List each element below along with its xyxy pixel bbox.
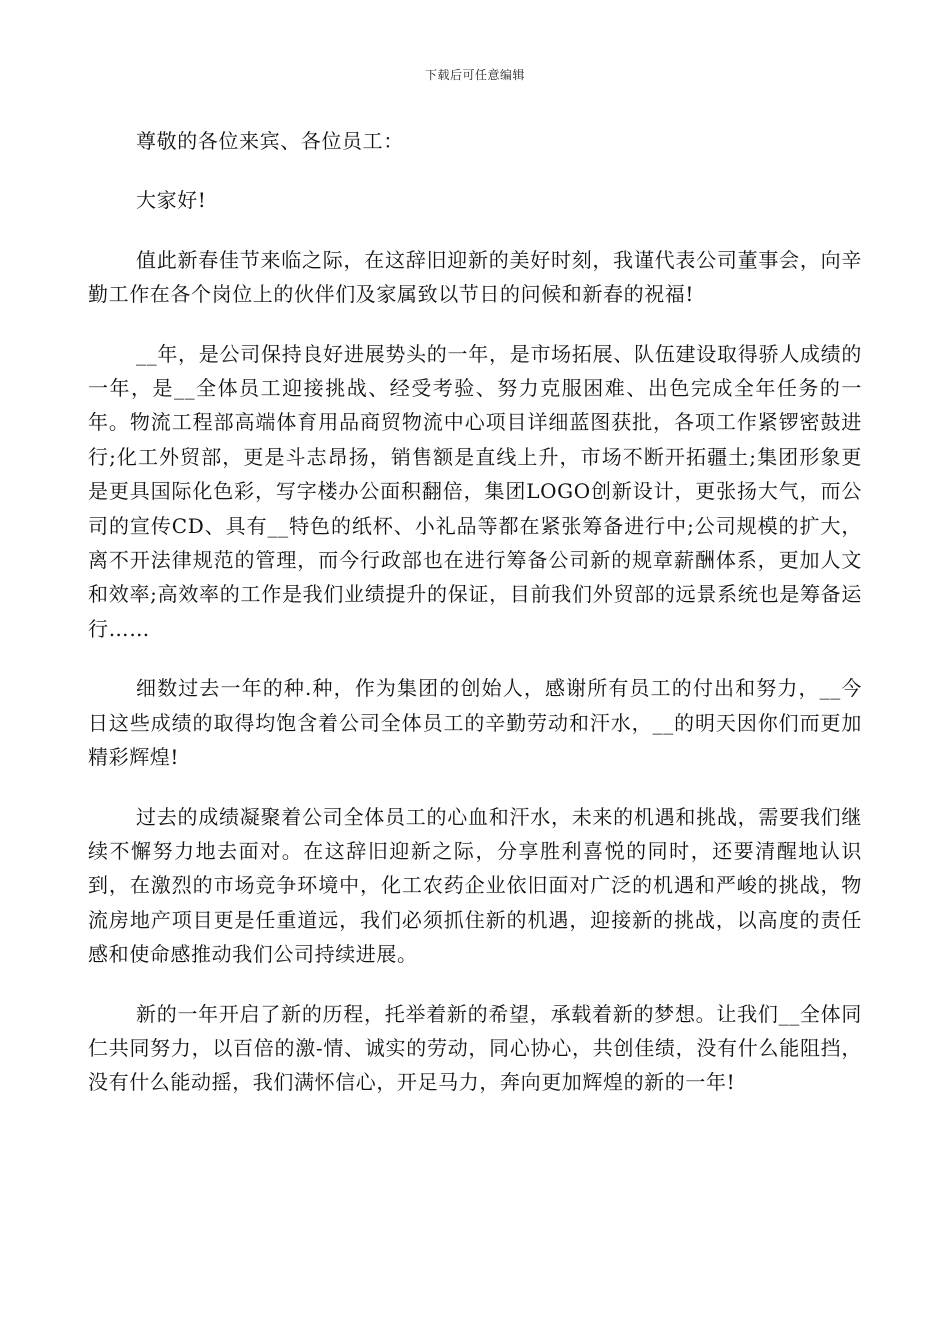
greeting: 大家好! xyxy=(136,188,207,213)
paragraph-1: 值此新春佳节来临之际，在这辞旧迎新的美好时刻，我谨代表公司董事会，向辛勤工作在各个岗位上的伙伴们及家属致以节日的问候和新春的祝福! xyxy=(88,247,862,307)
paragraph-3: 细数过去一年的种.种，作为集团的创始人，感谢所有员工的付出和努力，__今日这些成绩的取得均饱含着公司全体员工的辛勤劳动和汗水，__的明天因你们而更加精彩辉煌! xyxy=(88,676,862,770)
paragraph-4: 过去的成绩凝聚着公司全体员工的心血和汗水，未来的机遇和挑战，需要我们继续不懈努力地去面对。在这辞旧迎新之际，分享胜利喜悦的同时，还要清醒地认识到，在激烈的市场竞争环境中，化工农药企业依旧面对广泛的机遇和严峻的挑战，物流房地产项目更是任重道远，我们必须抓住新的机遇，迎接新的挑战，以高度的责任感和使命感推动我们公司持续进展。 xyxy=(88,804,862,967)
salutation: 尊敬的各位来宾、各位员工： xyxy=(136,129,404,153)
header-note: 下载后可任意编辑 xyxy=(424,68,525,82)
paragraph-2: __年，是公司保持良好进展势头的一年，是市场拓展、队伍建设取得骄人成绩的一年，是__全体员工迎接挑战、经受考验、努力克服困难、出色完成全年任务的一年。物流工程部高端体育用品商贸物流中心项目详细蓝图获批，各项工作紧锣密鼓进行;化工外贸部，更是斗志昂扬，销售额是直线上升，市场不断开拓疆土;集团形象更是更具国际化色彩，写字楼办公面积翻倍，集团LOGO创新设计，更张扬大气，而公司的宣传CD、具有__特色的纸杯、小礼品等都在紧张筹备进行中;公司规模的扩大，离不开法律规范的管理，而今行政部也在进行筹备公司新的规章薪酬体系，更加人文和效率;高效率的工作是我们业绩提升的保证，目前我们外贸部的远景系统也是筹备运行…… xyxy=(88,341,862,641)
letter-body xyxy=(88,124,862,1125)
paragraph-5: 新的一年开启了新的历程，托举着新的希望，承载着新的梦想。让我们__全体同仁共同努力，以百倍的激-情、诚实的劳动，同心协心，共创佳绩，没有什么能阻挡，没有什么能动摇，我们满怀信心，开足马力，奔向更加辉煌的新的一年! xyxy=(88,1001,862,1095)
